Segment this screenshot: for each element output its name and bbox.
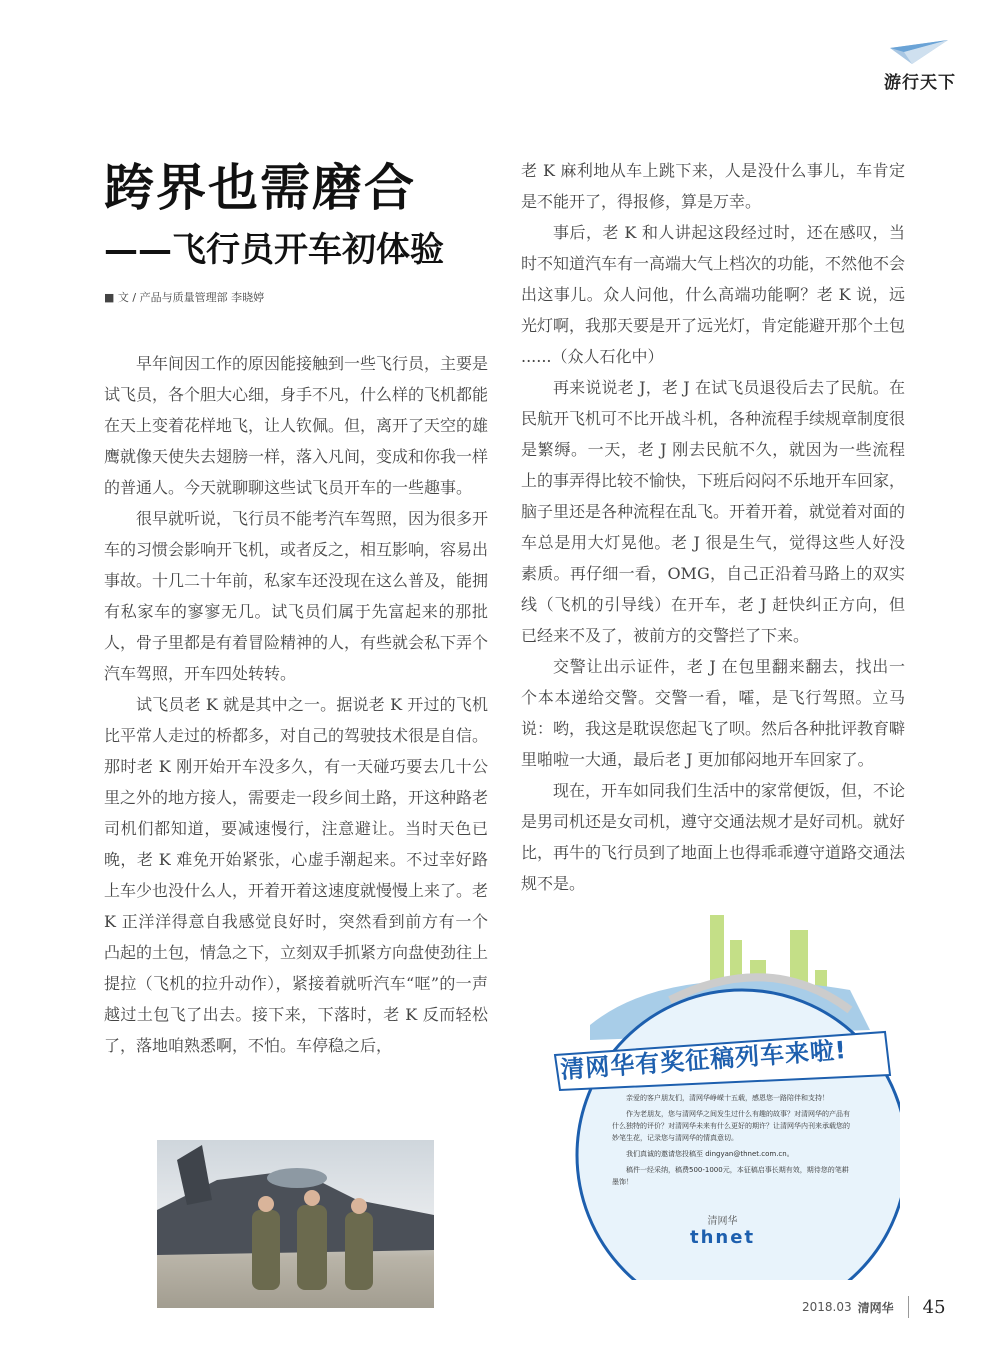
ad-paragraph: 亲爱的客户朋友们，清网华峥嵘十五载，感恩您一路陪伴和支持！ <box>626 1094 829 1102</box>
ad-paragraph: 作为老朋友，您与清网华之间发生过什么有趣的故事？对清网华的产品有什么独特的评价？对清网华未来有什么更好的期许？让清网华内刊来承载您的妙笔生花，记录您与清网华的情真意切。 <box>612 1110 850 1142</box>
ad-text <box>612 1092 852 1192</box>
page-number: 45 <box>922 1296 946 1318</box>
thnet-logo <box>690 1212 755 1248</box>
paragraph: 很早就听说，飞行员不能考汽车驾照，因为很多开车的习惯会影响开飞机，或者反之，相互影响，容易出事故。十几二十年前，私家车还没现在这么普及，能拥有私家车的寥寥无几。试飞员们属于先富起来的那批人，骨子里都是有着冒险精神的人，有些就会私下弄个汽车驾照，开车四处转转。 <box>104 509 489 683</box>
paragraph: 老 K 麻利地从车上跳下来，人是没什么事儿，车肯定是不能开了，得报修，算是万幸。 <box>521 161 905 211</box>
paragraph: 事后，老 K 和人讲起这段经过时，还在感叹，当时不知道汽车有一高端大气上档次的功能，不然他不会出这事儿。众人问他，什么高端功能啊？老 K 说，远光灯啊，我那天要是开了远光灯，肯定能避开那个土包 ......（众人石化中） <box>521 223 906 366</box>
article-subtitle: ——飞行员开车初体验 <box>104 230 444 270</box>
ad-email-paragraph: 我们真诚的邀请您投稿至 dingyan@thnet.com.cn。 <box>626 1150 794 1158</box>
brand-name: 清网华 <box>857 1300 894 1315</box>
ad-paragraph: 稿件一经采纳，稿费500-1000元，本征稿启事长期有效，期待您的笔耕墨饰！ <box>612 1166 849 1186</box>
logo-en: thnet <box>690 1227 756 1248</box>
paragraph: 交警让出示证件，老 J 在包里翻来翻去，找出一个本本递给交警。交警一看，嚯，是飞行驾照。立马说：哟，我这是耽误您起飞了呗。然后各种批评教育噼里啪啦一大通，最后老 J 更加郁闷地开车回家了。 <box>521 657 906 769</box>
right-column <box>521 155 905 899</box>
pilots-photo <box>157 1140 434 1308</box>
left-column <box>104 348 488 1061</box>
article-title: 跨界也需磨合 <box>104 158 416 217</box>
paragraph: 现在，开车如同我们生活中的家常便饭，但，不论是男司机还是女司机，遵守交通法规才是好司机。就好比，再牛的飞行员到了地面上也得乖乖遵守道路交通法规不是。 <box>521 781 906 893</box>
issue-date: 2018.03 <box>802 1300 852 1314</box>
paper-plane-icon <box>890 38 950 70</box>
byline: ■ 文 / 产品与质量管理部 李晓婷 <box>104 291 265 304</box>
paragraph: 早年间因工作的原因能接触到一些飞行员，主要是试飞员，各个胆大心细，身手不凡，什么样的飞机都能在天上变着花样地飞，让人钦佩。但，离开了天空的雄鹰就像天使失去翅膀一样，落入凡间，变成和你我一样的普通人。今天就聊聊这些试飞员开车的一些趣事。 <box>104 354 489 497</box>
divider <box>908 1296 909 1318</box>
page-footer <box>802 1296 946 1318</box>
paragraph: 再来说说老 J，老 J 在试飞员退役后去了民航。在民航开飞机可不比开战斗机，各种流程手续规章制度很是繁缛。一天，老 J 刚去民航不久，就因为一些流程上的事弄得比较不愉快，下班后闷闷不乐地开车回家，脑子里还是各种流程在乱飞。开着开着，就觉着对面的车总是用大灯晃他。老 J 很是生气，觉得这些人好没素质。再仔细一看，OMG，自己正沿着马路上的双实线（飞机的引导线）在开车，老 J 赶快纠正方向，但已经来不及了，被前方的交警拦了下来。 <box>521 378 906 645</box>
paragraph: 试飞员老 K 就是其中之一。据说老 K 开过的飞机比平常人走过的桥都多，对自己的驾驶技术很是自信。那时老 K 刚开始开车没多久，有一天碰巧要去几十公里之外的地方接人，需要走一段乡间土路，开这种路老司机们都知道，要减速慢行，注意避让。当时天色已晚，老 K 难免开始紧张，心虚手潮起来。不过幸好路上车少也没什么人，开着开着这速度就慢慢上来了。老 K 正洋洋得意自我感觉良好时，突然看到前方有一个凸起的土包，情急之下，立刻双手抓紧方向盘使劲往上提拉（飞机的拉升动作），紧接着就听汽车“哐”的一声越过土包飞了出去。接下来，下落时，老 K 反而轻松了，落地咱熟悉啊，不怕。车停稳之后， <box>104 695 489 1055</box>
section-label: 游行天下 <box>884 73 956 93</box>
logo-cn: 清网华 <box>707 1216 738 1227</box>
ad-banner: 清网华有奖征稿列车来啦! <box>559 1036 848 1084</box>
